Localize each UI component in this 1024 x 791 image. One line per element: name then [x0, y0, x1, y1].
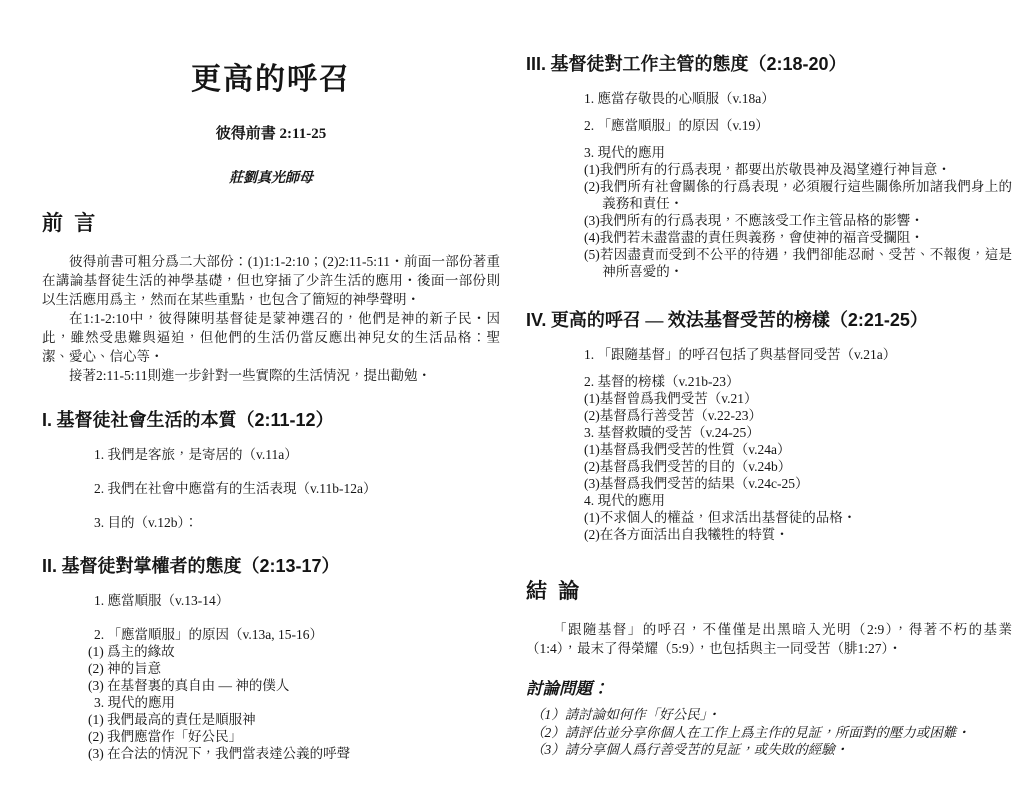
outline-subitem: (2) 神的旨意: [88, 661, 162, 676]
outline-subitem: (2)基督爲行善受苦（v.22-23）: [584, 408, 762, 423]
preface-paragraph: 彼得前書可粗分爲二大部份：(1)1:1-2:10；(2)2:11-5:11・前面一部份著重在講論基督徒生活的神學基礎，但也穿插了少許生活的應用・後面一部份則以生活應用爲主，然而在某些重點，也包含了簡短的神學聲明・: [42, 254, 500, 307]
outline-subitem: (2) 我們應當作「好公民」: [88, 729, 243, 744]
outline-item: 1. 應當順服（v.13-14）: [94, 593, 230, 608]
outline-subitem: (4)我們若未盡當盡的責任與義務，會使神的福音受攔阻・: [584, 230, 924, 245]
section-2-heading: [42, 552, 500, 578]
discussion-heading: 討論問題：: [526, 679, 609, 698]
outline-item: 2. 「應當順服」的原因（v.13a, 15-16）: [94, 627, 323, 642]
section-4-title: 更高的呼召 — 效法基督受苦的榜樣: [550, 310, 830, 330]
discussion-question: （2）請評估並分享你個人在工作上爲主作的見証，所面對的壓力或困難・: [531, 724, 970, 740]
doc-title: 更高的呼召: [191, 63, 351, 96]
outline-item: 4. 現代的應用: [584, 493, 665, 508]
section-1-heading: [42, 406, 500, 432]
outline-subitem: (1) 爲主的緣故: [88, 644, 175, 659]
preface-body: [42, 252, 500, 385]
outline-item: 2. 「應當順服」的原因（v.19）: [584, 118, 769, 133]
outline-subitem: (1)我們所有的行爲表現，都要出於敬畏神及渴望遵行神旨意・: [584, 162, 951, 177]
section-4-heading: [526, 306, 1012, 332]
section-2-verse-ref: （2:13-17）: [241, 556, 340, 576]
outline-item: 2. 基督的榜樣（v.21b-23）: [584, 374, 740, 389]
outline-item: 3. 現代的應用: [584, 145, 665, 160]
outline-item: 3. 基督救贖的受苦（v.24-25）: [584, 425, 760, 440]
conclusion-heading: 結 論: [526, 579, 583, 603]
outline-subitem: (2)基督爲我們受苦的目的（v.24b）: [584, 459, 792, 474]
section-1-numeral: I.: [42, 410, 53, 430]
section-2-title: 基督徒對掌權者的態度: [61, 556, 242, 576]
section-4-numeral: IV.: [526, 310, 547, 330]
outline-item: 1. 「跟隨基督」的呼召包括了與基督同受苦（v.21a）: [584, 347, 897, 362]
right-column: [526, 50, 1012, 762]
section-1-title: 基督徒社會生活的本質: [56, 410, 237, 430]
doc-scripture-reference: 彼得前書 2:11-25: [215, 126, 327, 142]
outline-item: 1. 我們是客旅，是寄居的（v.11a）: [94, 447, 298, 462]
section-3-heading: [526, 50, 1012, 76]
preface-paragraph: 在1:1-2:10中，彼得陳明基督徒是蒙神選召的，他們是神的新子民・因此，雖然受患難與逼迫，但他們的生活仍當反應出神兒女的生活品格：聖潔、愛心、信心等・: [42, 311, 500, 364]
outline-subitem: (3)基督爲我們受苦的結果（v.24c-25）: [584, 476, 809, 491]
outline-subitem: (2)在各方面活出自我犧牲的特質・: [584, 527, 789, 542]
outline-subitem: (1)基督爲我們受苦的性質（v.24a）: [584, 442, 791, 457]
outline-subitem: (3) 在合法的情況下，我們當表達公義的呼聲: [88, 746, 351, 761]
section-3-title: 基督徒對工作主管的態度: [550, 54, 749, 74]
outline-subitem: (1)基督曾爲我們受苦（v.21）: [584, 391, 758, 406]
discussion-question: （3）請分享個人爲行善受苦的見証，或失敗的經驗・: [531, 742, 849, 757]
outline-subitem: (3)我們所有的行爲表現，不應該受工作主管品格的影響・: [584, 213, 924, 228]
outline-item: 3. 現代的應用: [94, 695, 175, 710]
left-column: [42, 50, 500, 762]
section-4-verse-ref: （2:21-25）: [829, 310, 928, 330]
outline-subitem: (1)不求個人的權益，但求活出基督徒的品格・: [584, 510, 857, 525]
outline-item: 1. 應當存敬畏的心順服（v.18a）: [584, 91, 775, 106]
doc-author: 莊劉真光師母: [229, 171, 313, 186]
discussion-question: （1）請討論如何作「好公民」・: [531, 707, 720, 722]
outline-item: 3. 目的（v.12b）：: [94, 515, 198, 530]
outline-subitem: (5)若因盡責而受到不公平的待遇，我們卻能忍耐、受苦、不報復，這是神所喜愛的・: [584, 247, 1012, 279]
outline-subitem: (2)我們所有社會關係的行爲表現，必須履行這些關係所加諸我們身上的義務和責任・: [584, 179, 1012, 211]
section-3-verse-ref: （2:18-20）: [748, 54, 847, 74]
outline-subitem: (3) 在基督裏的真自由 — 神的僕人: [88, 678, 290, 693]
conclusion-text: 「跟隨基督」的呼召，不僅僅是出黑暗入光明（2:9），得著不朽的基業（1:4），最末了得榮耀（5:9），也包括與主一同受苦（腓1:27）・: [526, 622, 1012, 656]
outline-subitem: (1) 我們最高的責任是順服神: [88, 712, 256, 727]
section-3-numeral: III.: [526, 54, 547, 74]
preface-paragraph: 接著2:11-5:11則進一步針對一些實際的生活情況，提出勸勉・: [69, 368, 431, 383]
section-2-numeral: II.: [42, 556, 58, 576]
outline-item: 2. 我們在社會中應當有的生活表現（v.11b-12a）: [94, 481, 377, 496]
section-1-verse-ref: （2:11-12）: [236, 410, 334, 430]
preface-heading: 前 言: [42, 211, 99, 235]
